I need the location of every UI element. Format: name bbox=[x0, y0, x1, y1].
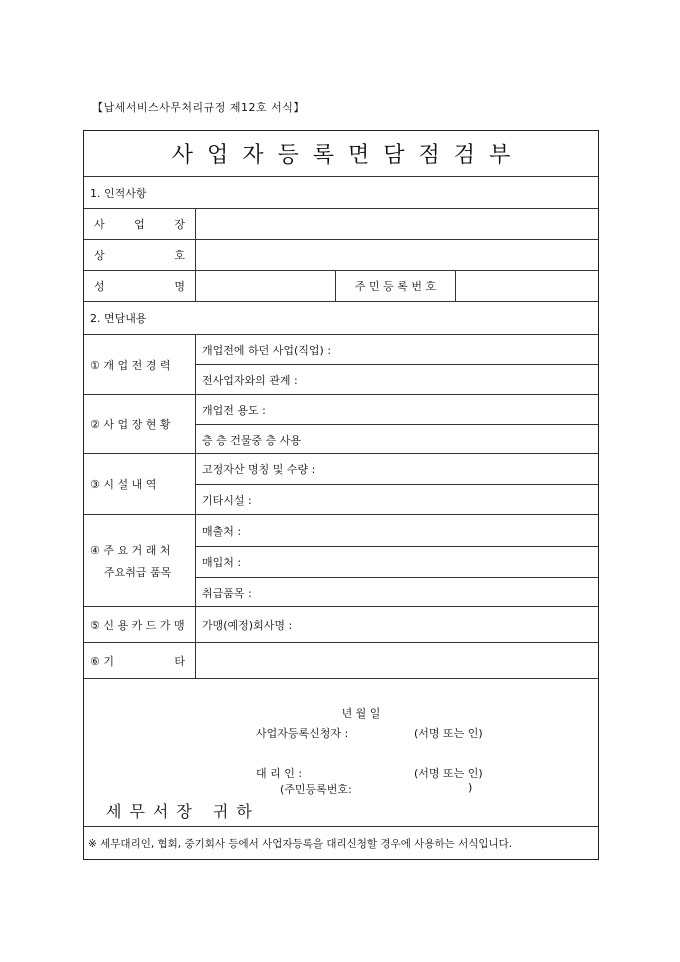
facility-row bbox=[84, 454, 598, 515]
date-line: 년 월 일 bbox=[341, 707, 381, 720]
tax-office-addressee: 세무서장 귀하 bbox=[106, 802, 260, 821]
trade-line1[interactable]: 매출처 : bbox=[196, 515, 598, 547]
facility-line2[interactable]: 기타시설 : bbox=[202, 494, 252, 507]
trade-line3[interactable]: 취급품목 : bbox=[202, 586, 252, 600]
name-field[interactable] bbox=[196, 271, 336, 301]
card-label: ⑤ 신 용 카 드 가 맹 bbox=[84, 607, 196, 642]
applicant-label: 사업자등록신청자 : bbox=[256, 727, 349, 740]
trade-row bbox=[84, 515, 598, 607]
agent-sign[interactable]: (서명 또는 인) bbox=[414, 767, 483, 780]
etc-row bbox=[84, 643, 598, 679]
section1-heading-row bbox=[84, 177, 598, 209]
interview-form bbox=[83, 130, 599, 860]
applicant-sign[interactable]: (서명 또는 인) bbox=[414, 727, 483, 740]
signature-block bbox=[84, 679, 598, 827]
business-place-row bbox=[84, 209, 598, 240]
facility-line1[interactable]: 고정자산 명칭 및 수량 : bbox=[196, 454, 598, 485]
title-row bbox=[84, 131, 598, 177]
facility-label: ③ 시 설 내 역 bbox=[84, 454, 196, 514]
site-label: ② 사 업 장 현 황 bbox=[84, 395, 196, 453]
card-line1[interactable]: 가맹(예정)회사명 : bbox=[202, 619, 293, 632]
career-label: ① 개 업 전 경 력 bbox=[84, 335, 196, 394]
agent-id-label: (주민등록번호: bbox=[280, 783, 352, 796]
trade-line2[interactable]: 매입처 : bbox=[196, 547, 598, 578]
trade-name-label: 상 호 bbox=[84, 240, 196, 270]
section2-heading-row bbox=[84, 302, 598, 335]
career-line1[interactable]: 개업전에 하던 사업(직업) : bbox=[196, 335, 598, 365]
agent-id-close: ) bbox=[468, 781, 473, 794]
business-place-field[interactable] bbox=[196, 209, 598, 239]
applicant-line bbox=[84, 725, 598, 739]
agent-label: 대 리 인 : bbox=[256, 767, 303, 780]
etc-label: ⑥ 기 타 bbox=[84, 643, 196, 678]
etc-field[interactable] bbox=[196, 643, 598, 678]
section1-heading: 1. 인적사항 bbox=[90, 186, 147, 200]
agent-id-line bbox=[84, 781, 598, 795]
form-title: 사업자등록면담점검부 bbox=[171, 143, 525, 168]
site-line2[interactable]: 층 층 건물중 층 사용 bbox=[202, 433, 301, 447]
business-place-label: 사 업 장 bbox=[84, 209, 196, 239]
resident-no-field[interactable] bbox=[456, 271, 598, 301]
section2-heading: 2. 면담내용 bbox=[90, 312, 147, 325]
name-label: 성 명 bbox=[84, 271, 196, 301]
trade-name-field[interactable] bbox=[196, 240, 598, 270]
card-row bbox=[84, 607, 598, 643]
career-line2[interactable]: 전사업자와의 관계 : bbox=[202, 374, 298, 387]
resident-no-label: 주 민 등 록 번 호 bbox=[336, 271, 456, 301]
form-number-tag: 【납세서비스사무처리규정 제12호 서식】 bbox=[92, 101, 305, 114]
site-row bbox=[84, 395, 598, 454]
agent-line bbox=[84, 765, 598, 779]
footnote-row bbox=[84, 827, 598, 859]
career-row bbox=[84, 335, 598, 395]
trade-name-row bbox=[84, 240, 598, 271]
footnote: ※ 세무대리인, 협회, 중기회사 등에서 사업자등록을 대리신청할 경우에 사용하는 서식입니다. bbox=[88, 837, 513, 850]
site-line1[interactable]: 개업전 용도 : bbox=[196, 395, 598, 425]
trade-label: ④ 주 요 거 래 처 주요취급 품목 bbox=[84, 515, 196, 606]
name-row bbox=[84, 271, 598, 302]
